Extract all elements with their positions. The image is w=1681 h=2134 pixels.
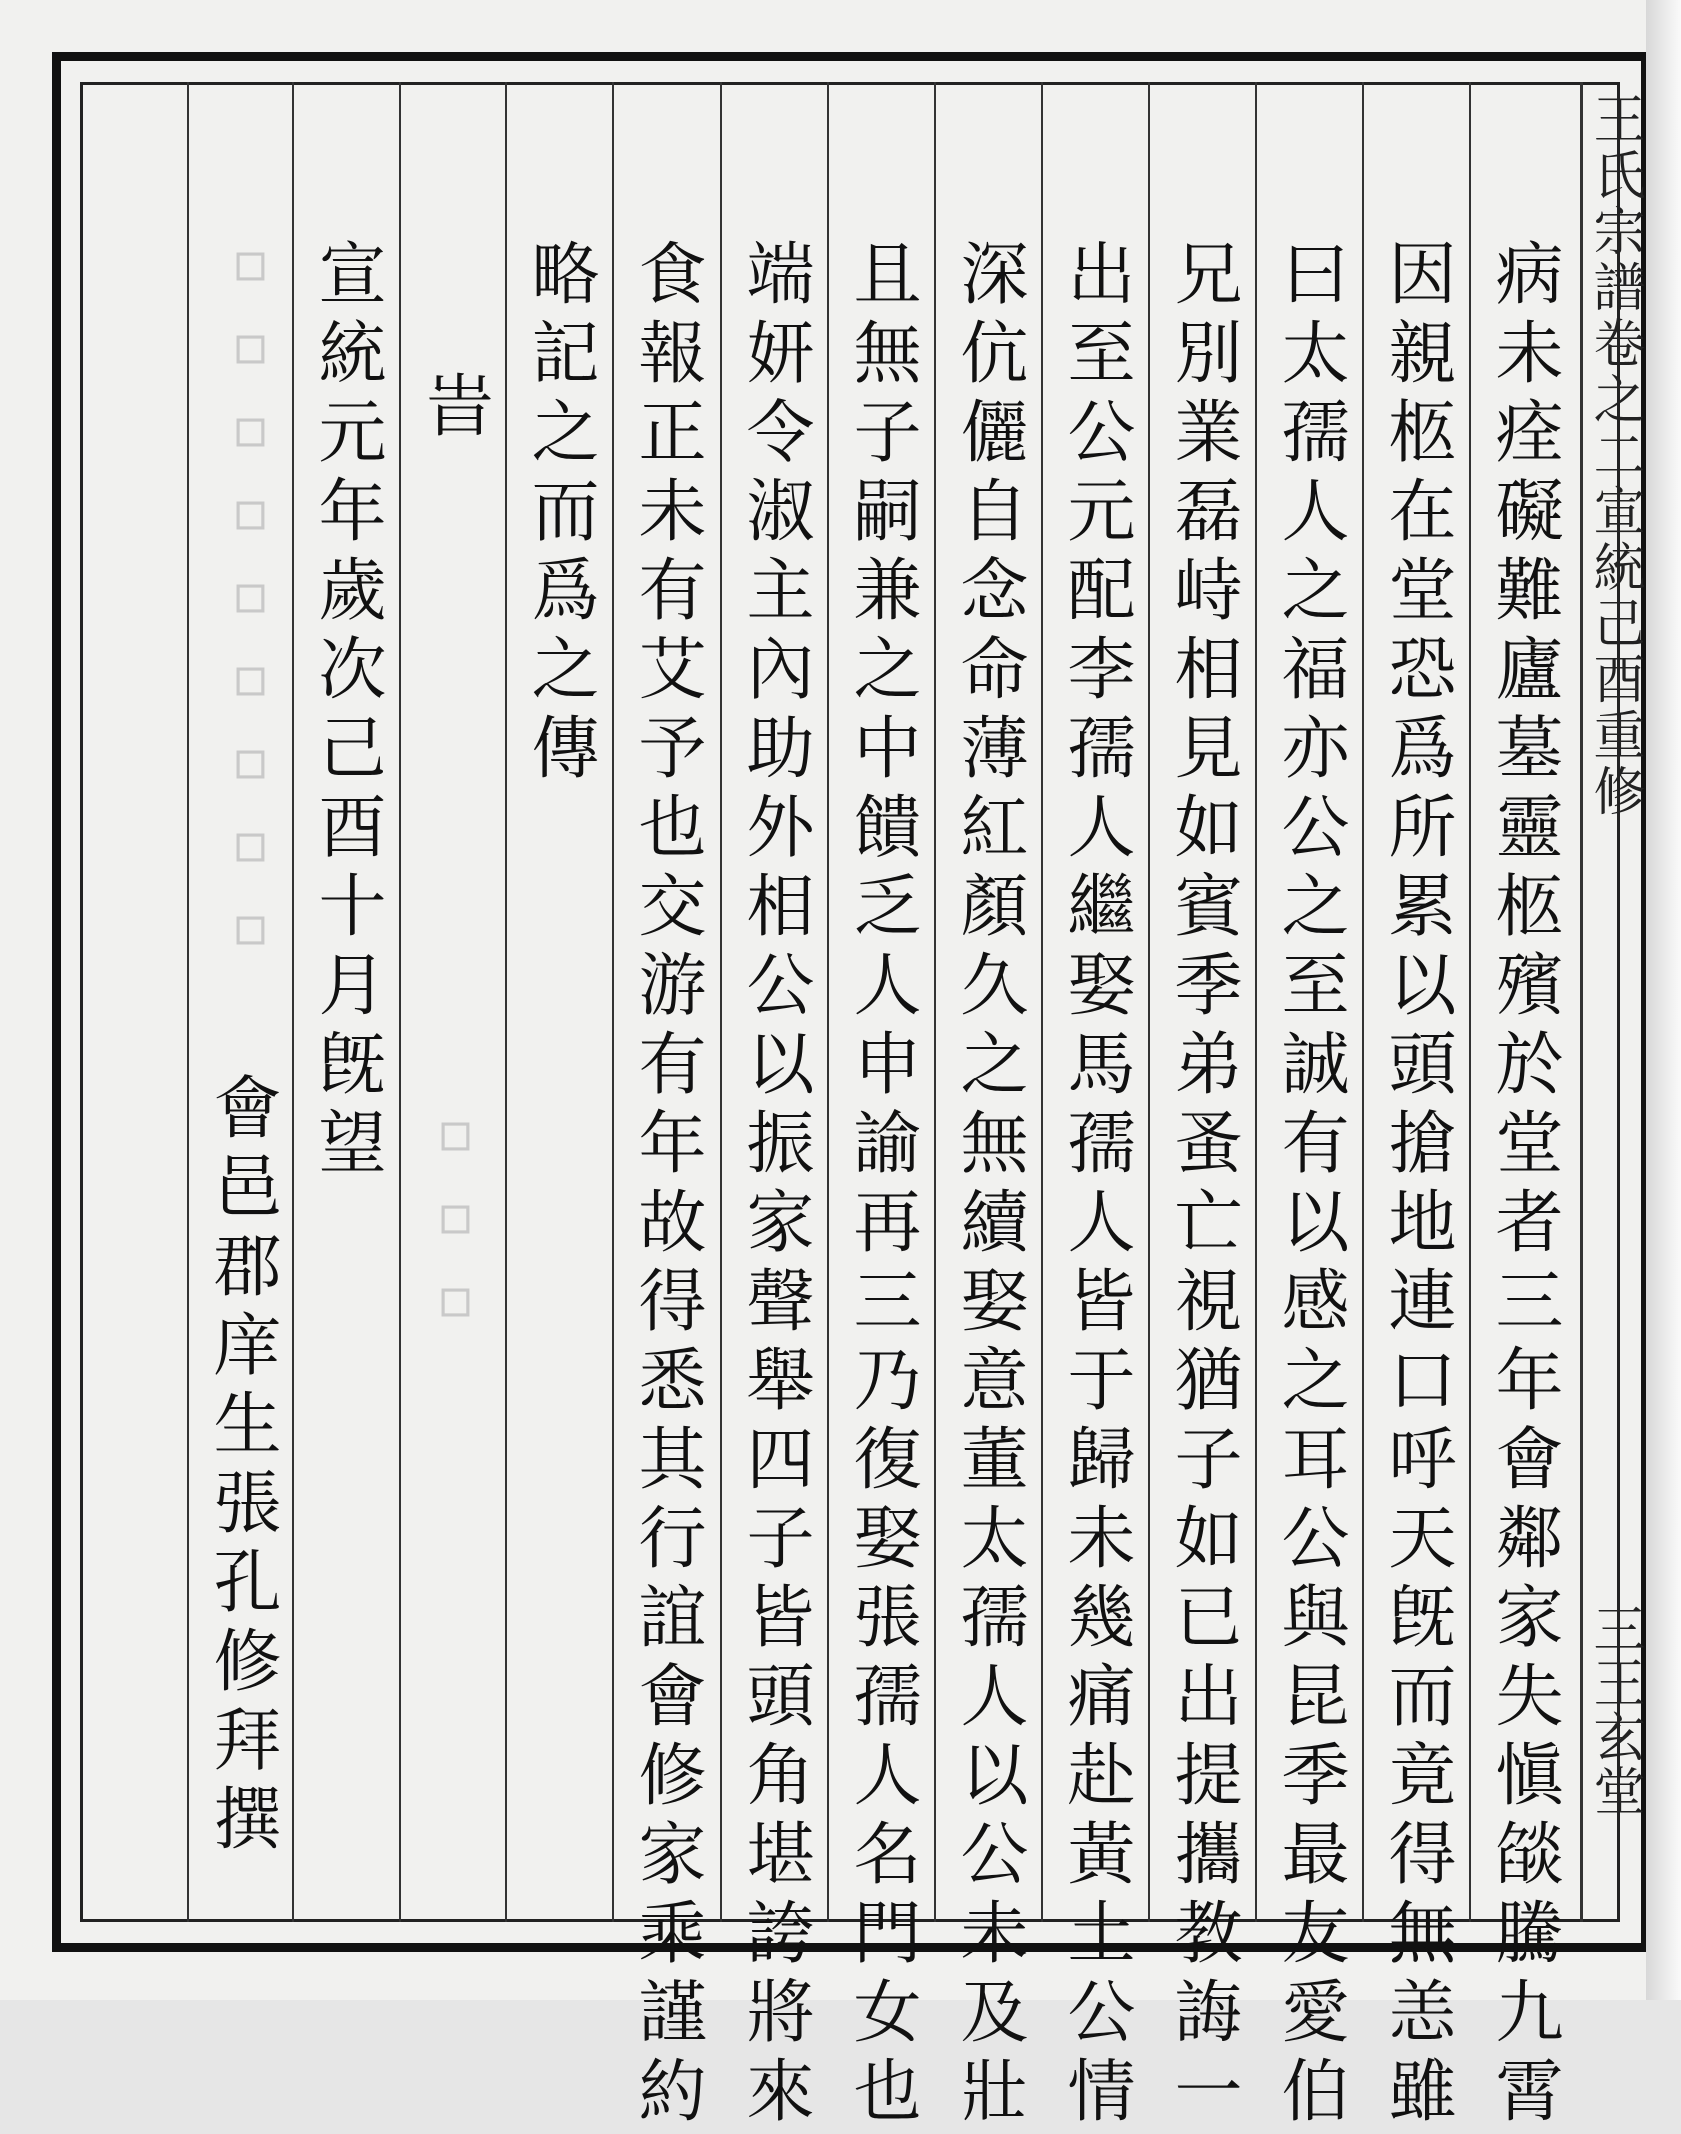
text-column-6: 深伉儷自念命薄紅顏久之無續娶意董太孺人以公未及壯 <box>949 238 1028 2134</box>
column-rule <box>827 82 829 1922</box>
text-column-2: 因親柩在堂恐爲所累以頭搶地連口呼天旣而竟得無恙雖 <box>1377 238 1456 2134</box>
margin-strip <box>1582 82 1646 1922</box>
author-column: 會邑郡庠生張孔修拜撰 <box>202 1072 281 1862</box>
text-column-8: 端妍令淑主內助外相公以振家聲舉四子皆頭角堪誇將來 <box>735 238 814 2134</box>
text-column-9: 食報正未有艾予也交游有年故得悉其行誼會修家乘謹約 <box>627 238 706 2134</box>
text-column-3: 曰太孺人之福亦公之至誠有以感之耳公與昆季最友愛伯 <box>1270 238 1349 2134</box>
column-rule <box>505 82 507 1922</box>
text-column-11: 旹 <box>414 370 493 449</box>
column-rule <box>612 82 614 1922</box>
column-rule <box>1469 82 1471 1922</box>
column-rule <box>1148 82 1150 1922</box>
text-column-5: 出至公元配李孺人繼娶馬孺人皆于歸未幾痛赴黃土公情 <box>1056 238 1135 2134</box>
column-rule <box>1362 82 1364 1922</box>
text-column-4: 兄別業磊峙相見如賓季弟蚤亡視猶子如已出提攜教誨一 <box>1163 238 1242 2134</box>
column-rule <box>399 82 401 1922</box>
column-rule <box>187 82 189 1922</box>
column-rule <box>1255 82 1257 1922</box>
text-column-7: 且無子嗣兼之中饋乏人申諭再三乃復娶張孺人名門女也 <box>842 238 921 2134</box>
text-column-1: 病未痊礙難廬墓靈柩殯於堂者三年會鄰家失愼燄騰九霄 <box>1484 238 1563 2134</box>
column-rule <box>934 82 936 1922</box>
margin-title: 王氏宗譜卷之二宣統己酉重修 <box>1584 92 1644 820</box>
text-column-10: 略記之而爲之傳 <box>520 238 599 791</box>
bleed-through: ▫▫▫ <box>423 1100 488 1349</box>
column-rule <box>720 82 722 1922</box>
bleed-through: ▫▫▫▫▫▫▫▫▫ <box>218 230 283 977</box>
column-rule <box>1041 82 1043 1922</box>
date-column: 宣統元年歲次己酉十月旣望 <box>307 238 386 1186</box>
scan-edge <box>1646 0 1681 2000</box>
margin-page-number: 三王玄堂 <box>1584 1602 1644 1818</box>
